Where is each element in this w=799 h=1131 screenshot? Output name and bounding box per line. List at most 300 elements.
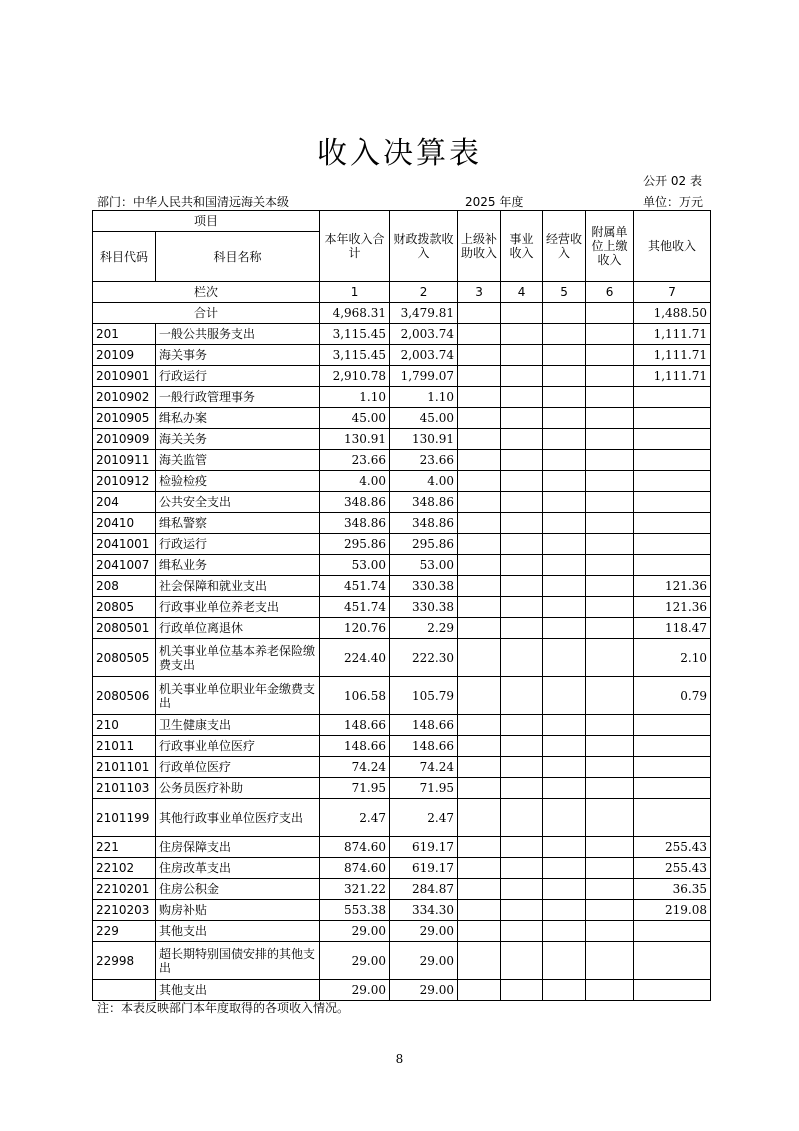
cell-affiliated (586, 837, 634, 858)
table-row (93, 408, 711, 429)
cell-superior (458, 408, 501, 429)
cell-affiliated (586, 757, 634, 778)
cell-affiliated (586, 942, 634, 980)
cell-superior (458, 980, 501, 1001)
cell-business (501, 555, 543, 576)
table-row (93, 715, 711, 736)
cell-affiliated (586, 555, 634, 576)
cell-fiscal: 295.86 (390, 534, 458, 555)
cell-name: 机关事业单位职业年金缴费支出 (156, 677, 320, 715)
year-label: 2025 年度 (465, 195, 524, 209)
cell-superior (458, 597, 501, 618)
header-total: 本年收入合计 (320, 211, 390, 282)
cell-other (634, 429, 711, 450)
cell-other (634, 736, 711, 757)
cell-affiliated (586, 639, 634, 677)
cell-fiscal: 2.29 (390, 618, 458, 639)
cell-affiliated (586, 408, 634, 429)
cell-operation (543, 576, 586, 597)
table-row (93, 471, 711, 492)
cell-code: 20805 (93, 597, 156, 618)
cell-business (501, 366, 543, 387)
cell-other: 1,111.71 (634, 366, 711, 387)
cell-business (501, 492, 543, 513)
cell-other (634, 980, 711, 1001)
cell-total: 29.00 (320, 980, 390, 1001)
cell-superior (458, 492, 501, 513)
table-row (93, 799, 711, 837)
cell-total: 53.00 (320, 555, 390, 576)
cell-total: 348.86 (320, 513, 390, 534)
cell-business (501, 879, 543, 900)
cell-code: 2101101 (93, 757, 156, 778)
cell-operation (543, 471, 586, 492)
table-row (93, 879, 711, 900)
col-num: 7 (634, 282, 711, 303)
cell-operation (543, 534, 586, 555)
cell-fiscal: 1,799.07 (390, 366, 458, 387)
header-superior: 上级补助收入 (458, 211, 501, 282)
table-row (93, 366, 711, 387)
header-name: 科目名称 (156, 232, 320, 282)
cell-code: 2080501 (93, 618, 156, 639)
cell-name: 行政单位医疗 (156, 757, 320, 778)
cell-business (501, 858, 543, 879)
cell-affiliated (586, 387, 634, 408)
cell-affiliated (586, 345, 634, 366)
table-row (93, 980, 711, 1001)
cell-other (634, 492, 711, 513)
cell-business (501, 345, 543, 366)
cell-name: 超长期特别国债安排的其他支出 (156, 942, 320, 980)
cell-name: 行政运行 (156, 534, 320, 555)
cell-business (501, 450, 543, 471)
cell-total: 348.86 (320, 492, 390, 513)
cell-superior (458, 471, 501, 492)
page-number: 8 (395, 1052, 404, 1066)
cell-name: 社会保障和就业支出 (156, 576, 320, 597)
cell-name: 住房公积金 (156, 879, 320, 900)
cell-code: 2010909 (93, 429, 156, 450)
cell-name: 海关监管 (156, 450, 320, 471)
cell-code: 20109 (93, 345, 156, 366)
cell-name: 卫生健康支出 (156, 715, 320, 736)
cell-affiliated (586, 858, 634, 879)
col-num: 3 (458, 282, 501, 303)
cell-operation (543, 492, 586, 513)
sum-other: 1,488.50 (634, 303, 711, 324)
cell-total: 120.76 (320, 618, 390, 639)
cell-business (501, 837, 543, 858)
cell-operation (543, 408, 586, 429)
cell-total: 451.74 (320, 597, 390, 618)
table-row (93, 429, 711, 450)
cell-fiscal: 71.95 (390, 778, 458, 799)
cell-fiscal: 29.00 (390, 980, 458, 1001)
cell-affiliated (586, 736, 634, 757)
table-row (93, 534, 711, 555)
cell-name: 购房补贴 (156, 900, 320, 921)
cell-affiliated (586, 715, 634, 736)
cell-affiliated (586, 799, 634, 837)
cell-other (634, 921, 711, 942)
cell-name: 行政事业单位医疗 (156, 736, 320, 757)
cell-name: 海关事务 (156, 345, 320, 366)
cell-operation (543, 429, 586, 450)
cell-name: 海关关务 (156, 429, 320, 450)
cell-total: 321.22 (320, 879, 390, 900)
cell-name: 其他行政事业单位医疗支出 (156, 799, 320, 837)
cell-name: 住房保障支出 (156, 837, 320, 858)
cell-fiscal: 2,003.74 (390, 324, 458, 345)
income-table (92, 210, 711, 1001)
cell-name: 一般行政管理事务 (156, 387, 320, 408)
cell-code: 22102 (93, 858, 156, 879)
cell-affiliated (586, 879, 634, 900)
cell-code: 2010911 (93, 450, 156, 471)
cell-total: 553.38 (320, 900, 390, 921)
cell-superior (458, 576, 501, 597)
cell-operation (543, 778, 586, 799)
cell-affiliated (586, 492, 634, 513)
cell-total: 23.66 (320, 450, 390, 471)
cell-business (501, 324, 543, 345)
cell-other (634, 408, 711, 429)
cell-fiscal: 330.38 (390, 576, 458, 597)
cell-superior (458, 639, 501, 677)
cell-operation (543, 837, 586, 858)
cell-operation (543, 387, 586, 408)
header-affiliated: 附属单位上缴收入 (586, 211, 634, 282)
cell-affiliated (586, 576, 634, 597)
table-row (93, 555, 711, 576)
cell-name: 缉私警察 (156, 513, 320, 534)
cell-total: 130.91 (320, 429, 390, 450)
cell-business (501, 778, 543, 799)
cell-affiliated (586, 778, 634, 799)
table-row (93, 576, 711, 597)
cell-operation (543, 942, 586, 980)
cell-name: 机关事业单位基本养老保险缴费支出 (156, 639, 320, 677)
cell-operation (543, 715, 586, 736)
cell-code: 2101103 (93, 778, 156, 799)
cell-superior (458, 366, 501, 387)
cell-fiscal: 348.86 (390, 492, 458, 513)
cell-operation (543, 980, 586, 1001)
cell-operation (543, 858, 586, 879)
table-row (93, 778, 711, 799)
sum-label: 合计 (93, 303, 320, 324)
cell-total: 1.10 (320, 387, 390, 408)
cell-other (634, 555, 711, 576)
cell-code: 2080506 (93, 677, 156, 715)
table-row (93, 513, 711, 534)
cell-total: 224.40 (320, 639, 390, 677)
cell-business (501, 921, 543, 942)
cell-name: 缉私业务 (156, 555, 320, 576)
header-business: 事业收入 (501, 211, 543, 282)
cell-operation (543, 555, 586, 576)
cell-name: 住房改革支出 (156, 858, 320, 879)
cell-superior (458, 921, 501, 942)
table-row (93, 597, 711, 618)
cell-business (501, 513, 543, 534)
cell-total: 4.00 (320, 471, 390, 492)
col-num: 2 (390, 282, 458, 303)
cell-total: 2,910.78 (320, 366, 390, 387)
table-row (93, 736, 711, 757)
table-note: 注：本表反映部门本年度取得的各项收入情况。 (97, 1001, 350, 1015)
table-row (93, 677, 711, 715)
cell-name: 其他支出 (156, 921, 320, 942)
cell-fiscal: 619.17 (390, 858, 458, 879)
cell-fiscal: 2.47 (390, 799, 458, 837)
table-row (93, 921, 711, 942)
column-label: 栏次 (93, 282, 320, 303)
cell-business (501, 534, 543, 555)
cell-affiliated (586, 618, 634, 639)
col-num: 1 (320, 282, 390, 303)
sum-superior (458, 303, 501, 324)
table-row (93, 942, 711, 980)
cell-fiscal: 29.00 (390, 942, 458, 980)
cell-business (501, 597, 543, 618)
cell-code: 2041001 (93, 534, 156, 555)
cell-other (634, 471, 711, 492)
cell-code: 201 (93, 324, 156, 345)
cell-business (501, 471, 543, 492)
header-fiscal: 财政拨款收入 (390, 211, 458, 282)
cell-name: 检验检疫 (156, 471, 320, 492)
cell-affiliated (586, 513, 634, 534)
cell-fiscal: 348.86 (390, 513, 458, 534)
meta-row (97, 193, 703, 209)
cell-business (501, 942, 543, 980)
cell-affiliated (586, 324, 634, 345)
cell-superior (458, 837, 501, 858)
cell-superior (458, 450, 501, 471)
cell-name: 其他支出 (156, 980, 320, 1001)
cell-operation (543, 677, 586, 715)
cell-total: 451.74 (320, 576, 390, 597)
header-project: 项目 (93, 211, 320, 232)
cell-superior (458, 736, 501, 757)
sum-affiliated (586, 303, 634, 324)
cell-business (501, 736, 543, 757)
cell-affiliated (586, 366, 634, 387)
cell-superior (458, 942, 501, 980)
cell-superior (458, 677, 501, 715)
cell-superior (458, 879, 501, 900)
header-other: 其他收入 (634, 211, 711, 282)
cell-other: 121.36 (634, 597, 711, 618)
cell-fiscal: 334.30 (390, 900, 458, 921)
cell-fiscal: 53.00 (390, 555, 458, 576)
cell-name: 公共安全支出 (156, 492, 320, 513)
table-row (93, 492, 711, 513)
cell-other (634, 450, 711, 471)
cell-operation (543, 879, 586, 900)
table-row (93, 837, 711, 858)
cell-superior (458, 900, 501, 921)
cell-other: 219.08 (634, 900, 711, 921)
cell-total: 74.24 (320, 757, 390, 778)
cell-total: 874.60 (320, 837, 390, 858)
cell-fiscal: 45.00 (390, 408, 458, 429)
cell-other: 121.36 (634, 576, 711, 597)
cell-operation (543, 345, 586, 366)
cell-code: 2041007 (93, 555, 156, 576)
table-row (93, 345, 711, 366)
cell-business (501, 639, 543, 677)
table-row (93, 450, 711, 471)
cell-superior (458, 618, 501, 639)
cell-operation (543, 736, 586, 757)
cell-superior (458, 429, 501, 450)
table-row (93, 387, 711, 408)
sum-row (93, 303, 711, 324)
cell-business (501, 900, 543, 921)
cell-fiscal: 619.17 (390, 837, 458, 858)
cell-fiscal: 1.10 (390, 387, 458, 408)
cell-code: 21011 (93, 736, 156, 757)
cell-total: 295.86 (320, 534, 390, 555)
cell-total: 71.95 (320, 778, 390, 799)
cell-code: 229 (93, 921, 156, 942)
cell-affiliated (586, 534, 634, 555)
cell-superior (458, 345, 501, 366)
cell-fiscal: 29.00 (390, 921, 458, 942)
cell-name: 行政单位离退休 (156, 618, 320, 639)
cell-code: 20410 (93, 513, 156, 534)
table-row (93, 900, 711, 921)
cell-superior (458, 858, 501, 879)
cell-other: 2.10 (634, 639, 711, 677)
page-title: 收入决算表 (317, 136, 482, 171)
cell-business (501, 408, 543, 429)
cell-total: 45.00 (320, 408, 390, 429)
cell-name: 公务员医疗补助 (156, 778, 320, 799)
cell-operation (543, 324, 586, 345)
cell-operation (543, 450, 586, 471)
cell-superior (458, 757, 501, 778)
table-row (93, 757, 711, 778)
table-row (93, 858, 711, 879)
cell-fiscal: 2,003.74 (390, 345, 458, 366)
cell-code: 2010912 (93, 471, 156, 492)
cell-code: 2010902 (93, 387, 156, 408)
cell-business (501, 799, 543, 837)
cell-code: 2210203 (93, 900, 156, 921)
cell-affiliated (586, 429, 634, 450)
cell-code: 22998 (93, 942, 156, 980)
cell-other (634, 715, 711, 736)
sum-fiscal: 3,479.81 (390, 303, 458, 324)
cell-affiliated (586, 980, 634, 1001)
cell-name: 缉私办案 (156, 408, 320, 429)
sum-business (501, 303, 543, 324)
cell-operation (543, 366, 586, 387)
cell-affiliated (586, 921, 634, 942)
cell-other: 36.35 (634, 879, 711, 900)
cell-business (501, 429, 543, 450)
cell-code: 2101199 (93, 799, 156, 837)
cell-operation (543, 799, 586, 837)
cell-operation (543, 618, 586, 639)
cell-total: 148.66 (320, 715, 390, 736)
cell-name: 行政事业单位养老支出 (156, 597, 320, 618)
sum-total: 4,968.31 (320, 303, 390, 324)
col-num: 4 (501, 282, 543, 303)
cell-operation (543, 900, 586, 921)
cell-other: 1,111.71 (634, 324, 711, 345)
cell-other (634, 534, 711, 555)
cell-superior (458, 534, 501, 555)
cell-total: 3,115.45 (320, 345, 390, 366)
cell-code: 2210201 (93, 879, 156, 900)
cell-fiscal: 4.00 (390, 471, 458, 492)
cell-fiscal: 23.66 (390, 450, 458, 471)
cell-other (634, 778, 711, 799)
cell-fiscal: 330.38 (390, 597, 458, 618)
cell-affiliated (586, 677, 634, 715)
cell-fiscal: 74.24 (390, 757, 458, 778)
cell-name: 一般公共服务支出 (156, 324, 320, 345)
sum-operation (543, 303, 586, 324)
cell-superior (458, 799, 501, 837)
cell-superior (458, 715, 501, 736)
header-operation: 经营收入 (543, 211, 586, 282)
cell-superior (458, 387, 501, 408)
table-row (93, 618, 711, 639)
cell-superior (458, 555, 501, 576)
col-num: 6 (586, 282, 634, 303)
cell-operation (543, 597, 586, 618)
cell-code: 2010901 (93, 366, 156, 387)
cell-operation (543, 639, 586, 677)
cell-business (501, 677, 543, 715)
cell-business (501, 618, 543, 639)
cell-other (634, 513, 711, 534)
department-label: 部门：中华人民共和国清远海关本级 (97, 195, 290, 209)
cell-superior (458, 324, 501, 345)
cell-code: 204 (93, 492, 156, 513)
cell-code: 2010905 (93, 408, 156, 429)
cell-fiscal: 130.91 (390, 429, 458, 450)
cell-total: 29.00 (320, 921, 390, 942)
cell-other: 255.43 (634, 858, 711, 879)
cell-other: 1,111.71 (634, 345, 711, 366)
cell-other (634, 942, 711, 980)
cell-affiliated (586, 900, 634, 921)
cell-total: 29.00 (320, 942, 390, 980)
cell-affiliated (586, 471, 634, 492)
cell-operation (543, 757, 586, 778)
cell-code: 210 (93, 715, 156, 736)
cell-total: 148.66 (320, 736, 390, 757)
cell-other: 255.43 (634, 837, 711, 858)
cell-other: 0.79 (634, 677, 711, 715)
cell-other: 118.47 (634, 618, 711, 639)
cell-other (634, 387, 711, 408)
cell-affiliated (586, 597, 634, 618)
cell-code (93, 980, 156, 1001)
cell-operation (543, 921, 586, 942)
cell-fiscal: 148.66 (390, 736, 458, 757)
cell-business (501, 757, 543, 778)
cell-operation (543, 513, 586, 534)
cell-other (634, 757, 711, 778)
